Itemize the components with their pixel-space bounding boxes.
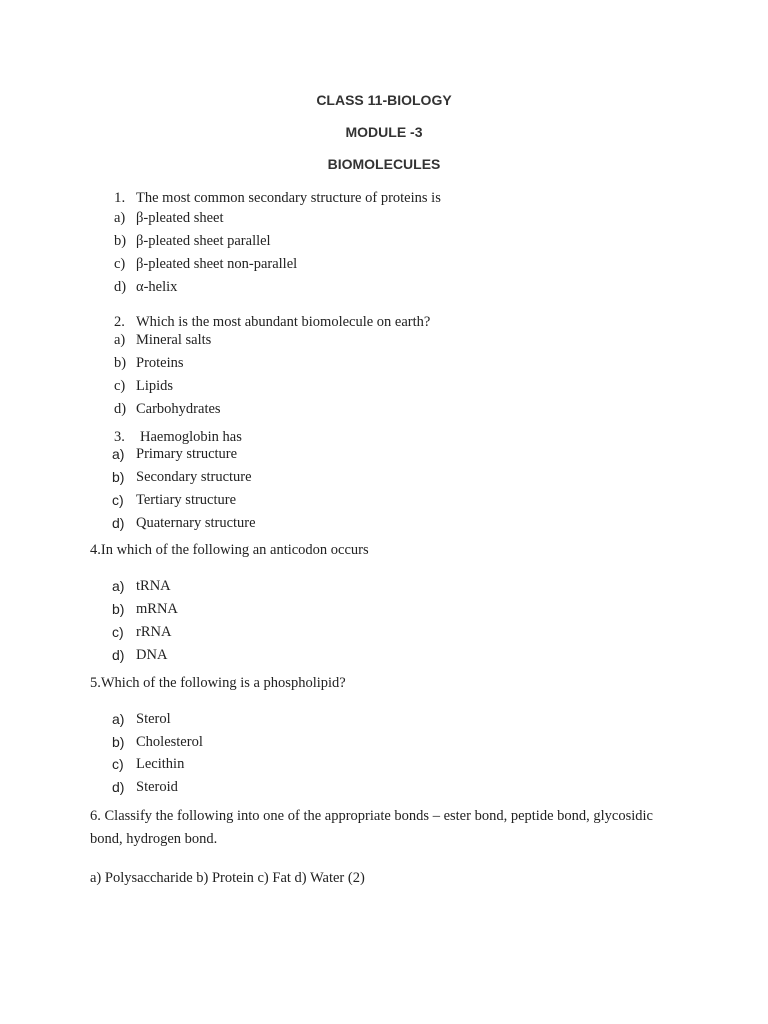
option-label: d) <box>114 279 127 295</box>
option-label: d) <box>112 779 125 795</box>
question-text: Haemoglobin has <box>140 429 242 445</box>
option-label: a) <box>112 446 125 462</box>
option-text: rRNA <box>136 624 172 640</box>
option-label: d) <box>112 647 125 663</box>
option-text: Tertiary structure <box>136 492 237 508</box>
option-text: tRNA <box>136 578 171 594</box>
option-label: a) <box>112 578 125 594</box>
question-text: The most common secondary structure of proteins is <box>136 190 441 206</box>
option-label: c) <box>114 256 126 272</box>
option-text: β-pleated sheet <box>136 210 224 226</box>
option-text: Lecithin <box>136 756 185 772</box>
option-text: β-pleated sheet non-parallel <box>136 256 298 272</box>
option-label: b) <box>112 601 125 617</box>
option-label: c) <box>112 756 124 772</box>
question-text: Which is the most abundant biomolecule on earth? <box>136 314 431 330</box>
option-text: Carbohydrates <box>136 401 221 417</box>
question-parts: a) Polysaccharide b) Protein c) Fat d) Water (2) <box>90 870 365 886</box>
question-number: 2. <box>114 314 125 330</box>
option-label: c) <box>114 378 126 394</box>
question-text: 4.In which of the following an anticodon occurs <box>90 542 369 558</box>
option-label: b) <box>114 233 127 249</box>
option-label: c) <box>112 492 124 508</box>
option-label: c) <box>112 624 124 640</box>
question-text-continued: bond, hydrogen bond. <box>90 831 218 847</box>
question-text: 5.Which of the following is a phospholipid? <box>90 675 346 691</box>
option-text: Secondary structure <box>136 469 252 485</box>
option-text: Mineral salts <box>136 332 212 348</box>
question-number: 1. <box>114 190 126 206</box>
option-text: Cholesterol <box>136 734 203 750</box>
topic-heading: BIOMOLECULES <box>327 156 441 172</box>
option-text: Proteins <box>136 355 184 371</box>
question-number: 3. <box>114 429 125 445</box>
page-title: CLASS 11-BIOLOGY <box>316 92 452 108</box>
question-text: 6. Classify the following into one of the appropriate bonds – ester bond, peptide bond, glycosidic <box>90 808 653 824</box>
option-label: a) <box>114 210 126 226</box>
option-label: d) <box>114 401 127 417</box>
option-label: a) <box>114 332 126 348</box>
option-label: b) <box>112 734 125 750</box>
option-text: Steroid <box>136 779 178 795</box>
option-label: b) <box>114 355 127 371</box>
option-text: Primary structure <box>136 446 238 462</box>
option-label: a) <box>112 711 125 727</box>
option-label: b) <box>112 469 125 485</box>
module-heading: MODULE -3 <box>345 124 423 140</box>
option-label: d) <box>112 515 125 531</box>
option-text: Sterol <box>136 711 171 727</box>
option-text: β-pleated sheet parallel <box>136 233 271 249</box>
option-text: Quaternary structure <box>136 515 256 531</box>
option-text: α-helix <box>136 279 178 295</box>
option-text: Lipids <box>136 378 174 394</box>
option-text: mRNA <box>136 601 178 617</box>
option-text: DNA <box>136 647 168 663</box>
